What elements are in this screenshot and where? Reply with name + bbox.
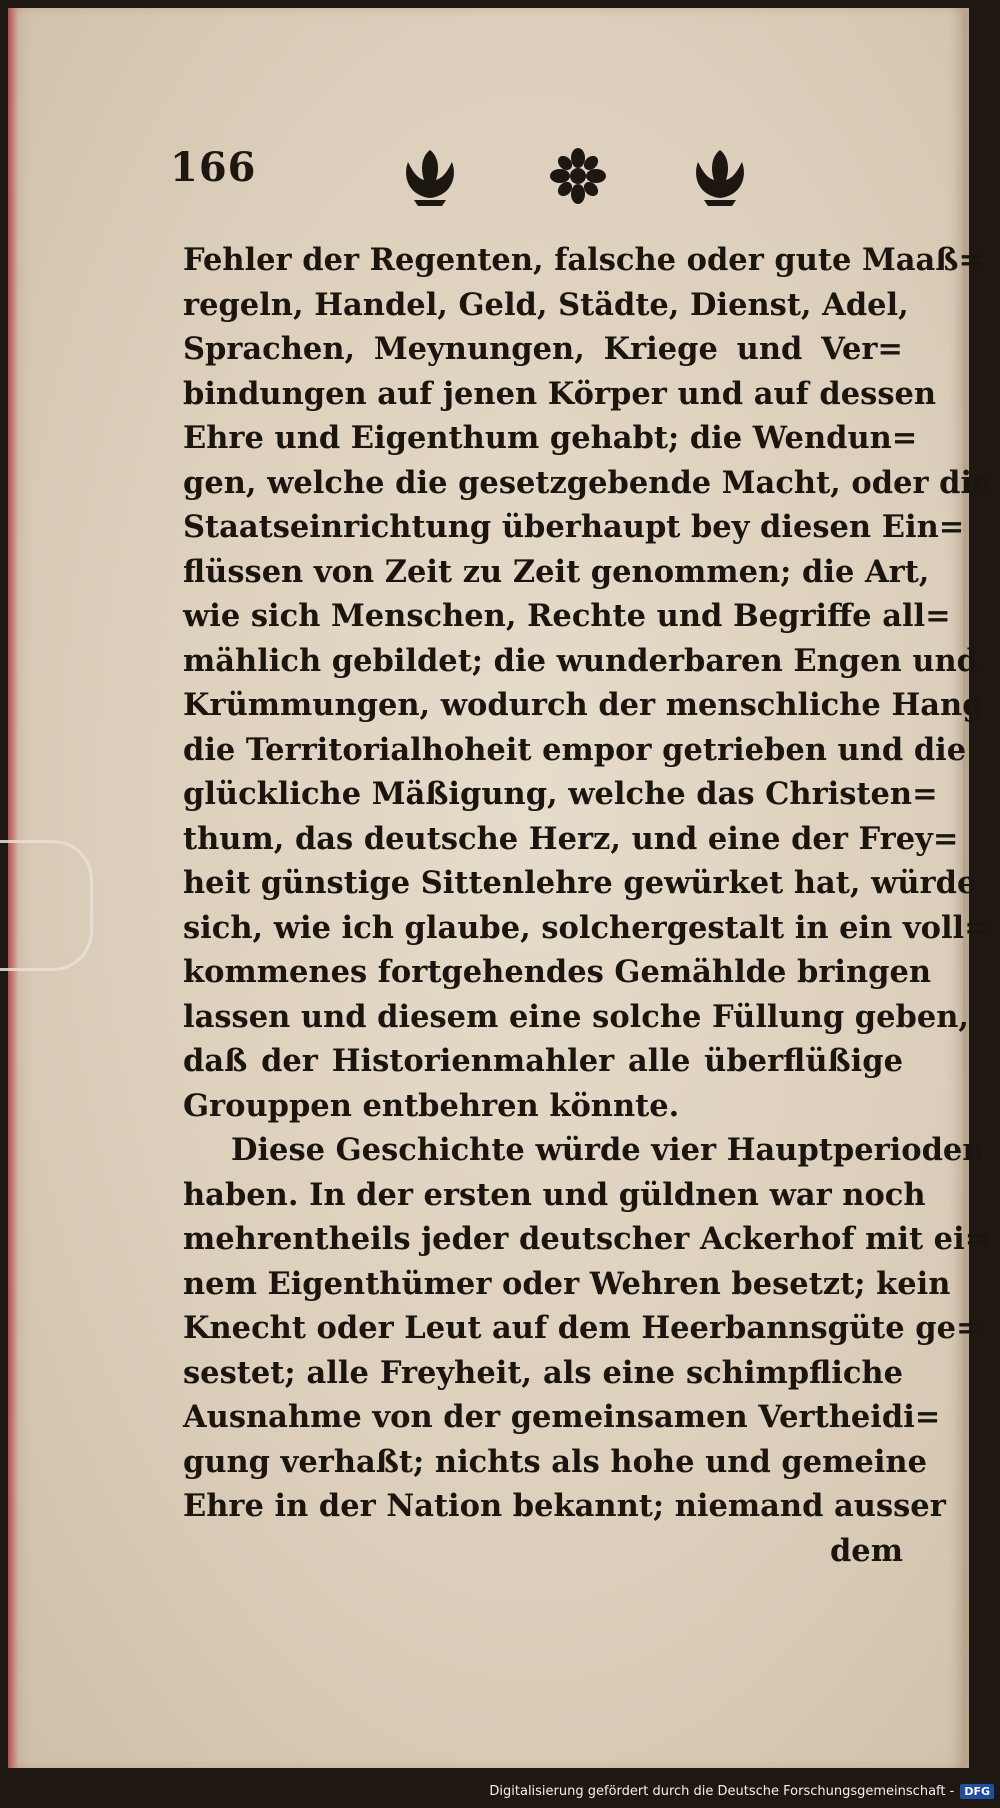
- text-line: sich, wie ich glaube, solchergestalt in ein voll=: [183, 909, 990, 946]
- text-line: Ehre und Eigenthum gehabt; die Wendun=: [183, 420, 918, 456]
- text-line: lassen und diesem eine solche Füllung geben,: [183, 998, 970, 1035]
- text-line: gen, welche die gesetzgebende Macht, oder die: [183, 464, 992, 501]
- text-line: Knecht oder Leut auf dem Heerbannsgüte ge=: [183, 1310, 982, 1346]
- digitization-footer: [489, 1780, 994, 1802]
- text-line: Fehler der Regenten, falsche oder gute Maaß=: [183, 242, 985, 278]
- body-text: [183, 238, 992, 1573]
- text-line: kommenes fortgehendes Gemählde bringen: [183, 954, 932, 990]
- page-header: [170, 140, 790, 210]
- text-line: regeln, Handel, Geld, Städte, Dienst, Adel,: [183, 286, 909, 323]
- text-line: sestet; alle Freyheit, als eine schimpfliche: [183, 1354, 903, 1391]
- text-line: die Territorialhoheit empor getrieben und die: [183, 731, 967, 768]
- text-line: flüssen von Zeit zu Zeit genommen; die Art,: [183, 553, 930, 590]
- paragraph-end-line: Grouppen entbehren könnte.: [183, 1087, 680, 1124]
- page-clip-mark: [0, 840, 93, 971]
- shell-ornament-icon: [696, 150, 744, 206]
- header-ornaments: [370, 140, 790, 210]
- text-line: mählich gebildet; die wunderbaren Engen und: [183, 642, 978, 679]
- paragraph-start-line: Diese Geschichte würde vier Hauptperioden: [231, 1132, 985, 1168]
- catchword: dem: [829, 1532, 903, 1569]
- text-line: nem Eigenthümer oder Wehren besetzt; kein: [183, 1265, 951, 1302]
- shell-ornament-icon: [406, 150, 454, 206]
- text-line: Staatseinrichtung überhaupt bey diesen Ein=: [183, 509, 965, 545]
- text-line: glückliche Mäßigung, welche das Christen=: [183, 776, 938, 812]
- text-line: Ehre in der Nation bekannt; niemand ausser: [183, 1488, 946, 1524]
- text-line: haben. In der ersten und güldnen war noch: [183, 1176, 926, 1213]
- text-line: heit günstige Sittenlehre gewürket hat, würde: [183, 865, 977, 901]
- text-line: mehrentheils jeder deutscher Ackerhof mit ei=: [183, 1221, 991, 1257]
- text-line: thum, das deutsche Herz, und eine der Frey=: [183, 820, 959, 857]
- flower-ornament-icon: [550, 148, 606, 204]
- text-line: Sprachen, Meynungen, Kriege und Ver=: [183, 331, 903, 367]
- text-line: bindungen auf jenen Körper und auf dessen: [183, 375, 937, 412]
- text-line: wie sich Menschen, Rechte und Begriffe all=: [183, 598, 951, 634]
- page-number: 166: [170, 144, 257, 191]
- text-line: gung verhaßt; nichts als hohe und gemeine: [183, 1443, 928, 1480]
- text-line: Krümmungen, wodurch der menschliche Hang: [183, 687, 984, 723]
- footer-credit: Digitalisierung gefördert durch die Deutsche Forschungsgemeinschaft -: [489, 1783, 955, 1799]
- dfg-logo: DFG: [960, 1784, 994, 1799]
- text-line: Ausnahme von der gemeinsamen Vertheidi=: [183, 1399, 941, 1435]
- text-line: daß der Historienmahler alle überflüßige: [183, 1043, 903, 1079]
